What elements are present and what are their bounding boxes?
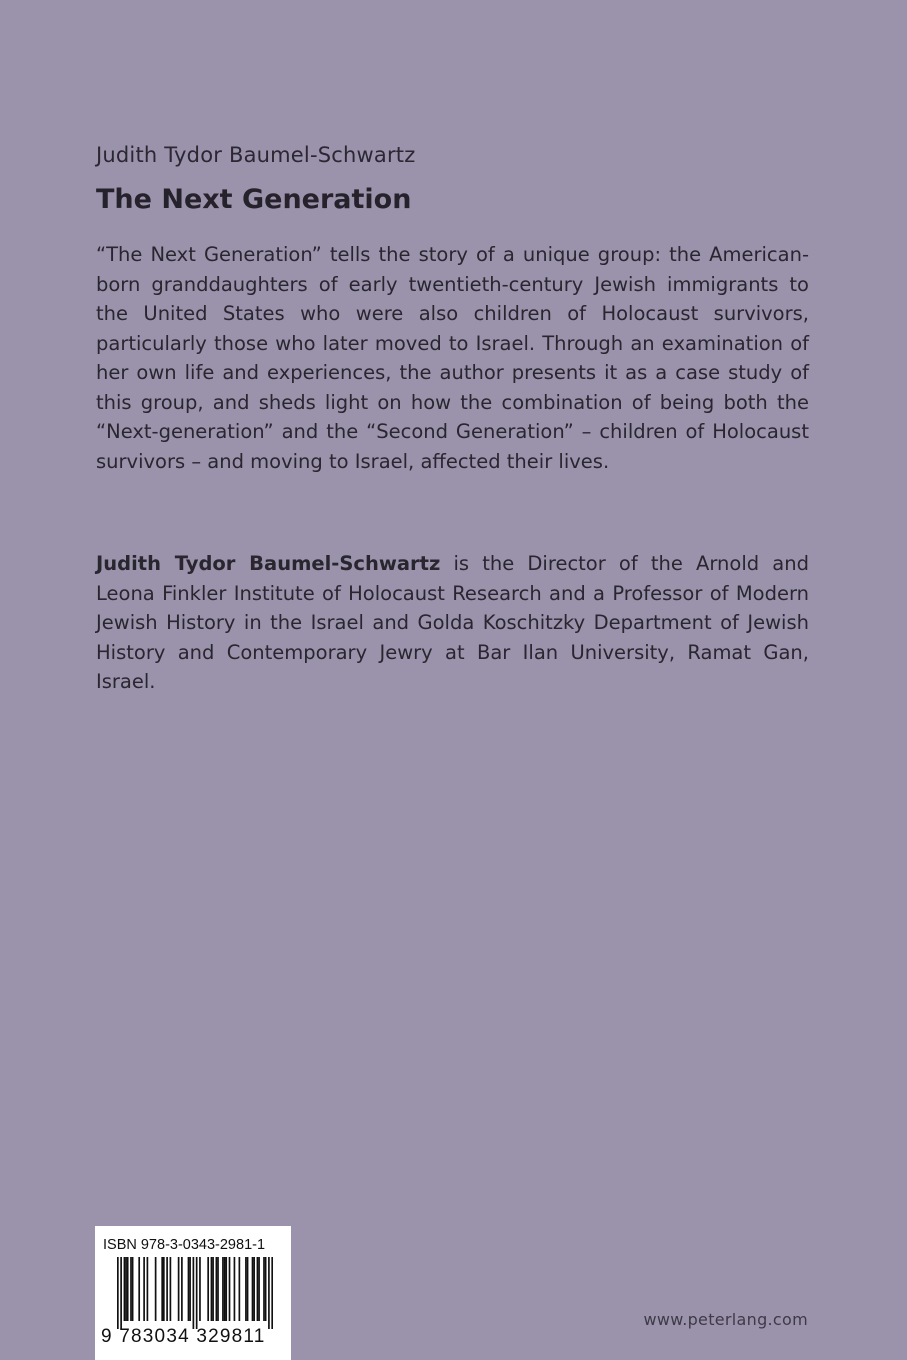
barcode-digits: 9 783034 329811	[101, 1326, 266, 1347]
barcode-bar	[138, 1257, 140, 1321]
barcode-bar	[130, 1257, 132, 1321]
barcode-bar	[224, 1257, 226, 1321]
barcode-bar	[181, 1257, 183, 1321]
author-name: Judith Tydor Baumel-Schwartz	[96, 143, 416, 167]
barcode-bar	[234, 1257, 236, 1321]
barcode-bar	[225, 1257, 227, 1321]
book-title: The Next Generation	[96, 184, 412, 215]
barcode-bar	[147, 1257, 149, 1321]
book-description: “The Next Generation” tells the story of a unique group: the American-born granddaughters of early twentieth-century Jewish immigrants to the United States who were also children of Holocaust survivors, particularly those who later moved to Israel. Through an examination of her own life and experiences, the author presents it as a case study of this group, and sheds light on how the combination of being both the “Next-generation” and the “Second Generation” – children of Holocaust survivors – and moving to Israel, affected their lives.	[96, 243, 809, 473]
author-bio-name: Judith Tydor Baumel-Schwartz	[96, 552, 441, 575]
barcode-bar	[217, 1257, 219, 1321]
barcode-bar	[117, 1257, 119, 1329]
barcode-bar	[163, 1257, 165, 1321]
barcode-bar	[263, 1257, 265, 1321]
barcode-bar	[212, 1257, 214, 1321]
barcode-bar	[125, 1257, 127, 1321]
barcode-bar	[188, 1257, 190, 1321]
barcode-bar	[222, 1257, 224, 1321]
barcode-bar	[120, 1257, 122, 1329]
barcode-bar	[247, 1257, 249, 1321]
barcode-icon	[117, 1257, 273, 1329]
barcode-bar	[257, 1257, 259, 1321]
barcode-bar	[271, 1257, 273, 1329]
barcode-bar	[216, 1257, 218, 1321]
barcode-bar	[143, 1257, 145, 1321]
barcode-bar	[124, 1257, 126, 1321]
barcode-bar	[252, 1257, 254, 1321]
barcode-bar	[268, 1257, 270, 1329]
barcode-bar	[199, 1257, 201, 1321]
barcode-bar	[127, 1257, 129, 1321]
barcode-bar	[193, 1257, 195, 1329]
barcode-bar	[207, 1257, 209, 1321]
barcode-bar	[211, 1257, 213, 1321]
author-bio-text: is the Director of the Arnold and Leona Finkler Institute of Holocaust Research and a Professor of Modern Jewish History in the Israel and Golda Koschitzky Department of Jewish History and Contemporary Jewry at Bar Ilan University, Ramat Gan, Israel.	[96, 552, 809, 693]
barcode-bar	[196, 1257, 198, 1329]
barcode-bar	[258, 1257, 260, 1321]
barcode-bar	[253, 1257, 255, 1321]
author-bio	[96, 549, 809, 697]
barcode-bar	[229, 1257, 231, 1321]
barcode-bar	[245, 1257, 247, 1321]
barcode-bar	[161, 1257, 163, 1321]
barcode-bar	[132, 1257, 134, 1321]
barcode-bar	[265, 1257, 267, 1321]
barcode-bar	[155, 1257, 157, 1321]
barcode-block	[95, 1226, 291, 1360]
barcode-bar	[170, 1257, 172, 1321]
barcode-bar	[239, 1257, 241, 1321]
barcode-bar	[166, 1257, 168, 1321]
isbn-label: ISBN 978-3-0343-2981-1	[103, 1237, 266, 1253]
barcode-bar	[189, 1257, 191, 1321]
barcode-bar	[178, 1257, 180, 1321]
publisher-website: www.peterlang.com	[643, 1310, 808, 1329]
